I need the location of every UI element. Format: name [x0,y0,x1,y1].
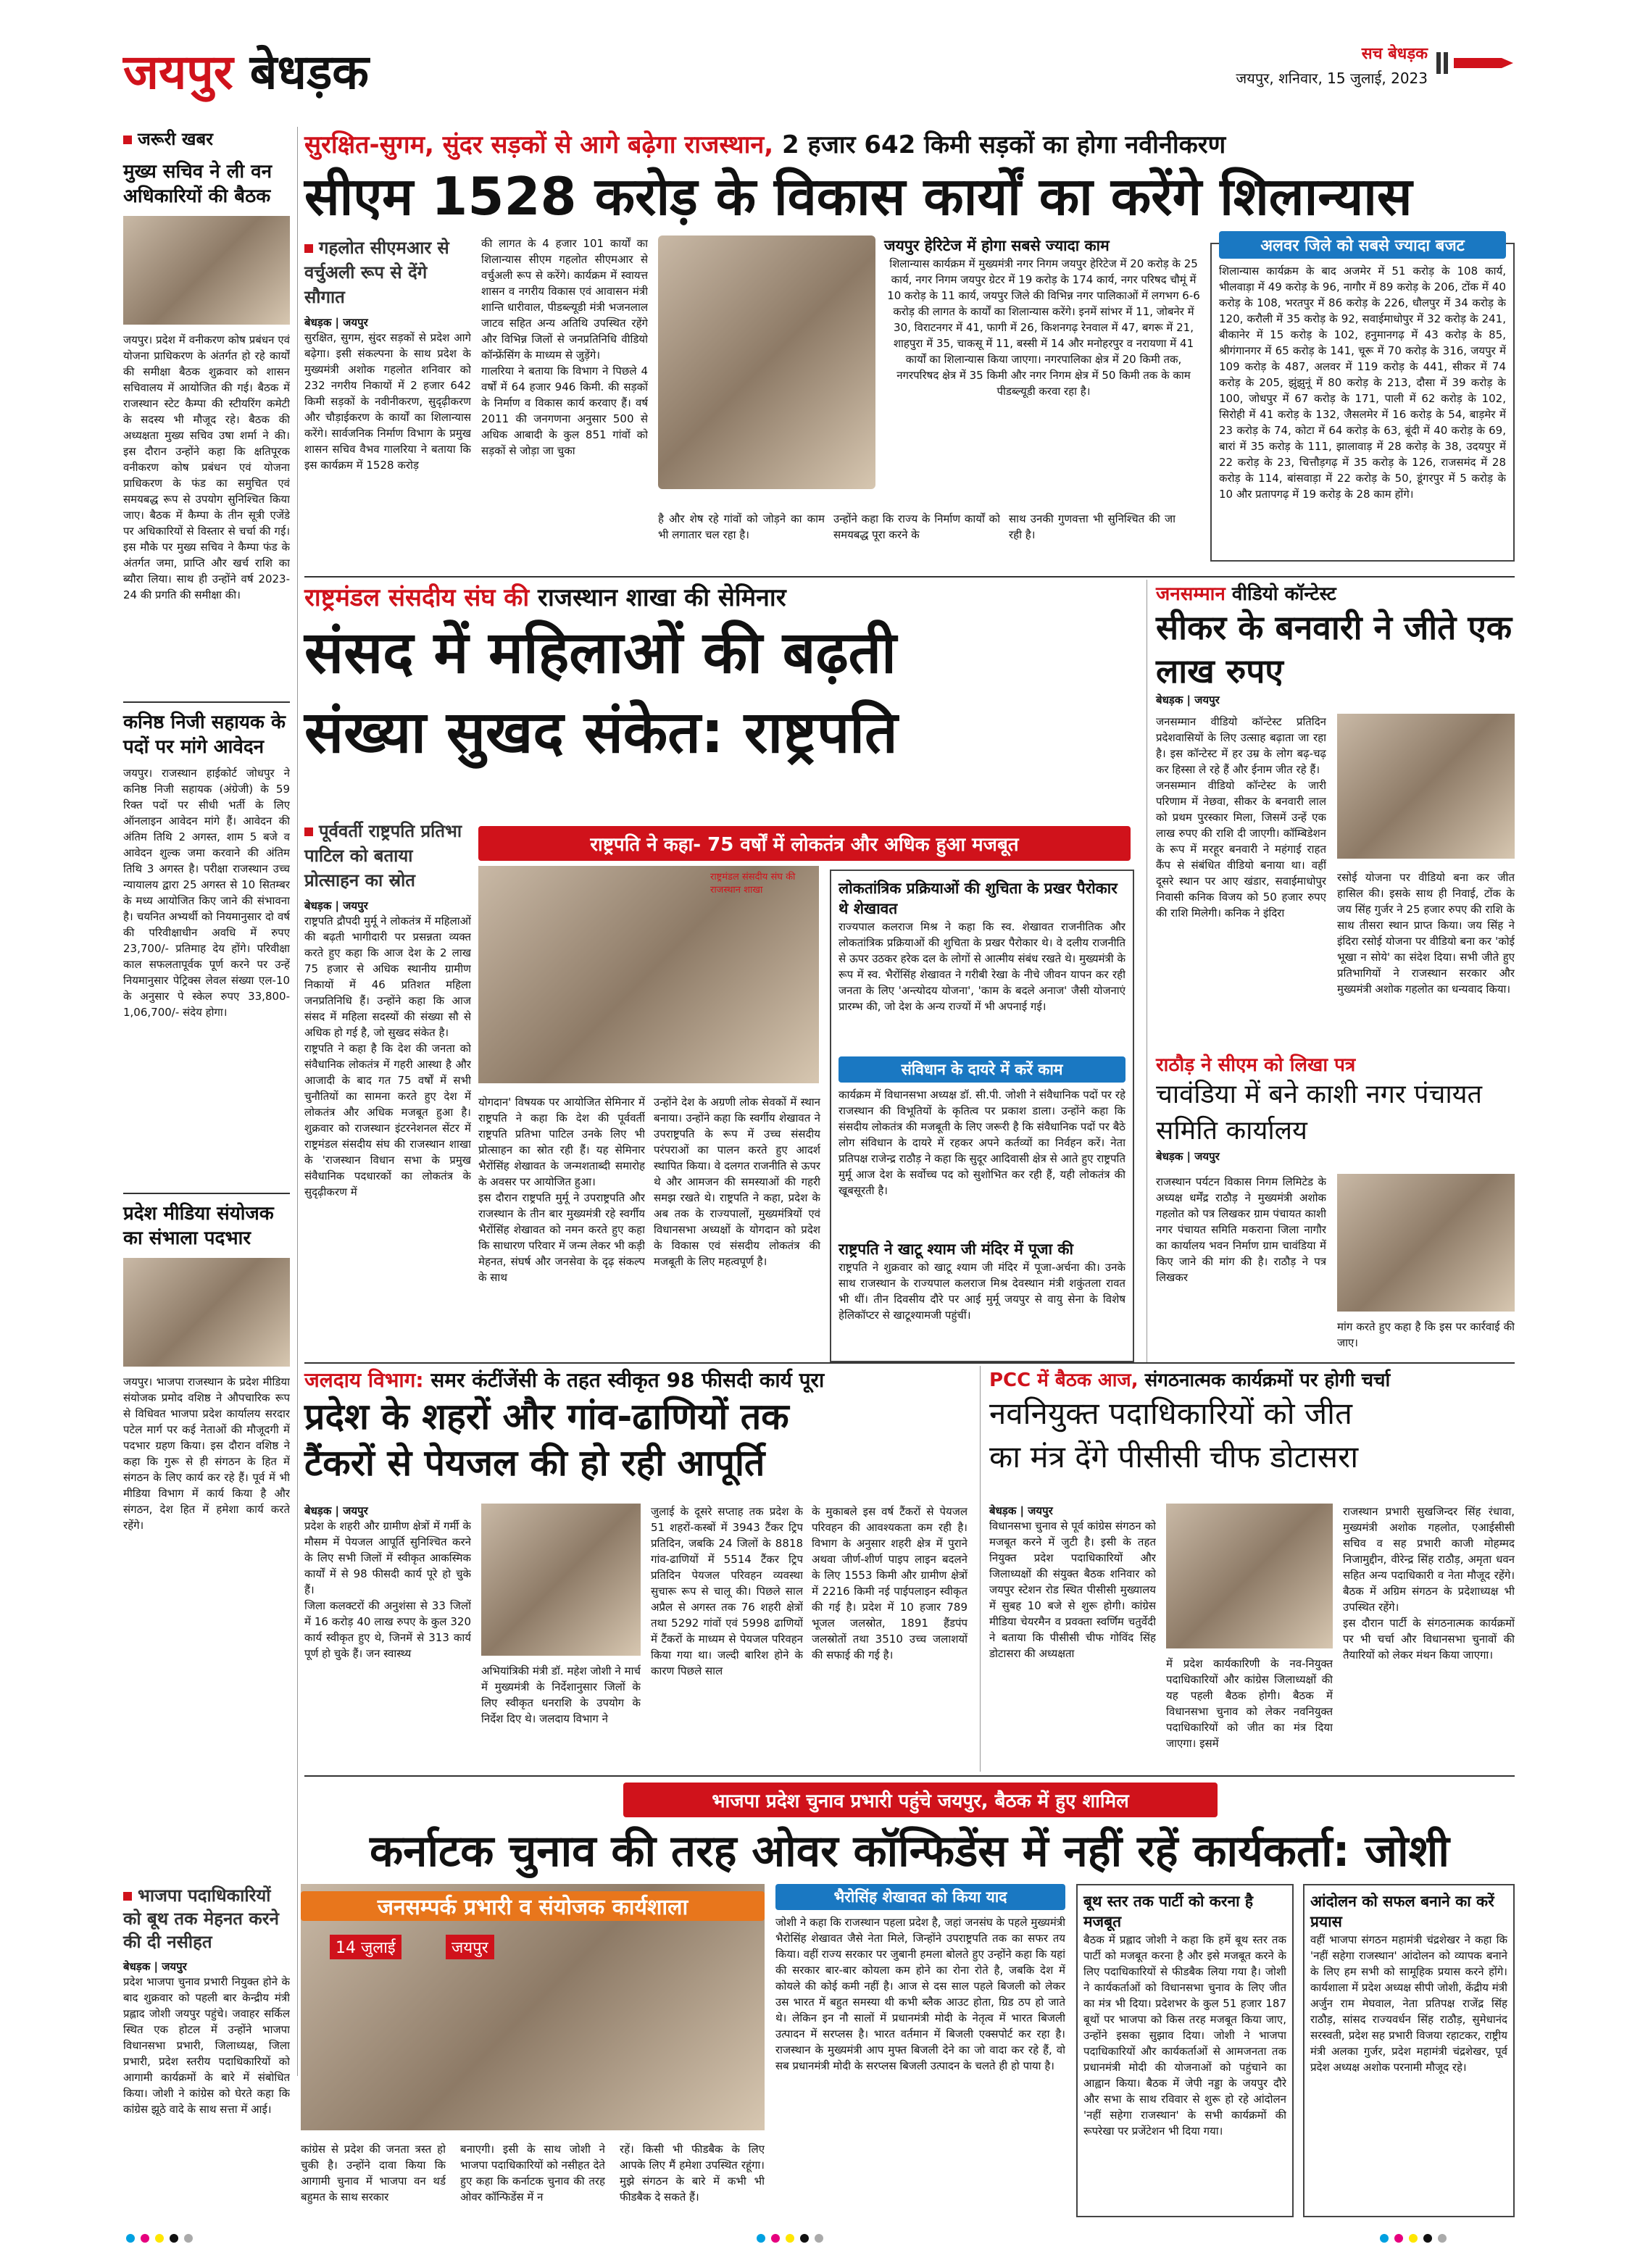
video-headline: सीकर के बनवारी ने जीते एक लाख रुपए [1156,608,1512,691]
logo-part2: बेधड़क [249,43,369,100]
water-headline: टैंकरों से पेयजल की हो रही आपूर्ति [304,1442,765,1484]
logo-part1: जयपुर [123,43,233,100]
byline: बेधड़क | जयपुर [304,1504,368,1517]
bjp-headline: कर्नाटक चुनाव की तरह ओवर कॉन्फिडेंस में नहीं रहें कार्यकर्ता: जोशी [370,1826,1449,1877]
bjp-box3: आंदोलन को सफल बनाने का करें प्रयास वहीं भाजपा संगठन महामंत्री चंद्रशेखर ने कहा कि 'नहीं सहेगा राजस्थान' आंदोलन को व्यापक बनाने के लिए हम सभी को सामूहिक प्रयास करने होंगे। कार्यशाला में प्रदेश अध्यक्ष सीपी जोशी, केंद्रीय मंत्री अर्जुन राम मेघवाल, नेता प्रतिपक्ष राजेंद्र सिंह राठौड़, सांसद राज्यवर्धन सिंह राठौड़, सुमेधानंद सरस्वती, प्रदेश सह प्रभारी विजया रहाटकर, राष्ट्रीय मंत्री अलका गुर्जर, प्रदेश महामंत्री चंद्रशेखर, पूर्व प्रदेश अध्यक्ष अशोक परनामी मौजूद रहे। [1303,1884,1515,2217]
lead-side-box [1210,237,1515,562]
bjp-caption: रहें। किसी भी फीडबैक के लिए आपके लिए मैं हमेशा उपस्थित रहूंगा। मुझे संगठन के बारे में कभी भी फीडबैक दे सकते हैं। [620,2143,765,2204]
bjp-box2: बूथ स्तर तक पार्टी को करना है मजबूत बैठक में प्रह्लाद जोशी ने कहा कि हमें बूथ स्तर तक पार्टी को मजबूत करना है और इसे मजबूत करने के लिए पदाधिकारियों से फीडबैक लिया गया है। जोशी ने कार्यकर्ताओं को विधानसभा चुनाव के लिए जीत का मंत्र भी दिया। प्रदेशभर के कुल 51 हजार 187 बूथों पर भाजपा को किस तरह मजबूत किया जाए, उन्होंने इसका सुझाव दिया। जोशी ने भाजपा पदाधिकारियों और कार्यकर्ताओं से आमजनता तक प्रधानमंत्री मोदी की योजनाओं को पहुंचाने का आह्वान किया। बैठक में जेपी नड्डा के जयपुर दौरे और सभा के साथ रविवार से शुरू हो रहे आंदोलन 'नहीं सहेगा राजस्थान' के सभी कार्यक्रमों की रूपरेखा पर प्रजेंटेशन भी दिया गया। [1076,1884,1294,2217]
president-col3: उन्होंने देश के अग्रणी लोक सेवकों में स्थान बनाया। उन्होंने कहा कि स्वर्गीय शेखावत ने उपराष्ट्रपति के रूप में उच्च संसदीय परंपराओं का पालन करते हुए आदर्श स्थापित किया। वे दलगत राजनीति से ऊपर थे और आमजन की समस्याओं की गहरी समझ रखते थे। राष्ट्रपति ने कहा, प्रदेश के अब तक के राज्यपालों, मुख्यमंत्रियों एवं विधानसभा अध्यक्षों के योगदान को प्रदेश के विकास एवं संसदीय लोकतंत्र की मजबूती के लिए महत्वपूर्ण है। [654,1096,820,1268]
pcc-headline: का मंत्र देंगे पीसीसी चीफ डोटासरा [989,1439,1359,1475]
video-kicker: जनसम्मान वीडियो कॉन्टेस्ट [1156,583,1336,605]
water-caption: अभियांत्रिकी मंत्री डॉ. महेश जोशी ने मार्च में मुख्यमंत्री के निर्देशानुसार जिलों के लिए स्वीकृत धनराशि के उपयोग के निर्देश दिए थे। जलदाय विभाग ने [481,1664,641,1725]
bjp-banner: भाजपा प्रदेश चुनाव प्रभारी पहुंचे जयपुर, बैठक में हुए शामिल [623,1783,1218,1817]
registration-dots [1377,2232,1449,2246]
water-col3: के मुकाबले इस वर्ष टैंकरों से पेयजल परिवहन की आवश्यकता कम रही है। विभाग के अनुसार शहरी क्षेत्र में पुराने अथवा जीर्ण-शीर्ण पाइप लाइन बदलने के लिए 1553 किमी और ग्रामीण क्षेत्रों में 2216 किमी नई पाईपलाइन स्वीकृत की गई है। प्रदेश में 10 हजार 789 भूजल जलस्रोत, 1891 हैंडपंप जलस्रोतों तथा 3510 उच्च जलाशयों की सफाई की गई है। [812,1505,968,1662]
story-body: जयपुर। भाजपा राजस्थान के प्रदेश मीडिया संयोजक प्रमोद वशिष्ठ ने औपचारिक रूप से विधिवत भाजपा प्रदेश कार्यालय सरदार पटेल मार्ग पर कई नेताओं की मौजूदगी में पदभार ग्रहण किया। इस दौरान वशिष्ठ ने कहा कि गुरू से ही संगठन के हित में संगठन के लिए कार्य कर रहे हैं। पूर्व में भी मीडिया विभाग में कार्य किया है और संगठन, देश हित में हमेशा कार्य करते रहेंगे। [123,1375,290,1532]
dateline: जयपुर, शनिवार, 15 जुलाई, 2023 [1236,70,1428,87]
lead-col1: सुरक्षित, सुगम, सुंदर सड़कों से प्रदेश आगे बढ़ेगा। इसी संकल्पना के साथ प्रदेश के मुख्यमंत्री अशोक गहलोत शनिवार को 232 नगरीय निकायों में 2 हजार 642 किमी सड़कों के नवीनीकरण, सुदृढ़ीकरण और चौड़ाईकरण के कार्यों का शिलान्यास करेंगे। सार्वजनिक निर्माण विभाग के प्रमुख शासन सचिव वैभव गालरिया ने बताया कि इस कार्यक्रम में 1528 करोड़ [304,331,471,472]
president-subhead: पूर्ववर्ती राष्ट्रपति प्रतिभा पाटिल को बताया प्रोत्साहन का स्रोत [304,821,462,891]
water-col1: प्रदेश के शहरी और ग्रामीण क्षेत्रों में गर्मी के मौसम में पेयजल आपूर्ति सुनिश्चित करने के लिए सभी जिलों में स्वीकृत आकस्मिक कार्यों में से 98 फीसदी कार्य पूरे हो चुके हैं। जिला कलक्टरों की अनुशंसा से 33 जिलों में 16 करोड़ 40 लाख रुपए के कुल 320 कार्य स्वीकृत हुए थे, जिनमें से 313 कार्य पूर्ण हो चुके हैं। जन स्वास्थ्य [304,1519,471,1660]
lead-side-body: शिलान्यास कार्यक्रम के बाद अजमेर में 51 करोड़ के 108 कार्य, भीलवाड़ा में 49 करोड़ के 96, नागौर में 89 करोड़ के 206, टोंक में 40 करोड़ के 108, भरतपुर में 86 करोड़ के 226, धौलपुर में 34 करोड़ के 120, करौली में 35 करोड़ के 92, सवाईमाधोपुर में 32 करोड़ के 241, बीकानेर में 15 करोड़ के 102, हनुमानगढ़ में 43 करोड़ के 85, श्रीगंगानगर में 65 करोड़ के 141, चूरू में 70 करोड़ के 316, जयपुर में 109 करोड़ के 487, अलवर में 119 करोड़ के 441, सीकर में 74 करोड़ के 205, झुंझुनूं में 80 करोड़ के 213, दौसा में 39 करोड़ के 100, जोधपुर में 67 करोड़ के 171, पाली में 62 करोड़ के 102, सिरोही में 41 करोड़ के 132, जैसलमेर में 16 करोड़ के 54, बाड़मेर में 23 करोड़ के 74, कोटा में 64 करोड़ के 63, बूंदी में 40 करोड़ के 69, बारां में 35 करोड़ के 111, झालावाड़ में 28 करोड़ के 38, उदयपुर में 22 करोड़ के 23, चित्तौड़गढ़ में 35 करोड़ के 126, राजसमंद में 28 करोड़ के 114, बांसवाड़ा में 22 करोड़ के 50, डूंगरपुर में 5 करोड़ के 10 और प्रतापगढ़ में 19 करोड़ के 28 काम होंगे। [1219,264,1506,501]
pcc-story [989,1366,1515,1772]
rathore-body: मांग करते हुए कहा है कि इस पर कार्रवाई की जाए। [1337,1320,1515,1349]
video-photo [1337,714,1515,859]
president-col1: राष्ट्रपति द्रौपदी मुर्मू ने लोकतंत्र में महिलाओं की बढ़ती भागीदारी पर प्रसन्नता व्यक्त करते हुए कहा कि आज देश के 2 लाख 75 हजार से अधिक स्थानीय ग्रामीण निकायों में 46 प्रतिशत महिला जनप्रतिनिधि हैं। उन्होंने कहा कि आज संसद में महिला सदस्यों की संख्या सौ से अधिक हो गई है, जो सुखद संकेत है। राष्ट्रपति ने कहा है कि देश की जनता को संवैधानिक लोकतंत्र में गहरी आस्था है और आजादी के बाद गत 75 वर्षों में सभी चुनौतियों का सामना करते हुए देश में लोकतंत्र और अधिक मजबूत हुआ है। शुक्रवार को राजस्थान इंटरनेशनल सेंटर में राष्ट्रमंडल संसदीय संघ की राजस्थान शाखा के 'राजस्थान विधान सभा के प्रमुख संवैधानिक पदधारकों का लोकतंत्र के सुदृढ़ीकरण में [304,914,471,1198]
president-photo [478,866,819,1083]
byline: बेधड़क | जयपुर [304,316,368,329]
video-body: रसोई योजना पर वीडियो बना कर जीत हासिल की। इसके साथ ही निवाई, टोंक के जय सिंह गुर्जर ने 25 हजार रुपए की राशि के साथ तीसरा स्थान प्राप्त किया। जय सिंह ने इंदिरा रसोई योजना पर वीडियो बना कर 'कोई भूखा न सोये' का संदेश दिया। सभी जीते हुए प्रतिभागियों ने राजस्थान सरकार और मुख्यमंत्री अशोक गहलोत का धन्यवाद किया। [1337,871,1515,996]
rathore-body: राजस्थान पर्यटन विकास निगम लिमिटेड के अध्यक्ष धर्मेंद्र राठौड़ ने मुख्यमंत्री अशोक गहलोत को पत्र लिखकर ग्राम पंचायत काशी नगर पंचायत समिति मकराना जिला नागौर का कार्यालय भवन निर्माण ग्राम चावंडिया में किए जाने की मांग की है। राठौड़ ने पत्र लिखकर [1156,1175,1326,1284]
pcc-col1: विधानसभा चुनाव से पूर्व कांग्रेस संगठन को मजबूत करने में जुटी है। इसी के तहत नियुक्त प्रदेश पदाधिकारियों और जिलाध्यक्षों की संयुक्त बैठक शनिवार को जयपुर स्टेशन रोड स्थित पीसीसी मुख्यालय में सुबह 10 बजे से शुरू होगी। कांग्रेस मीडिया चेयरमैन व प्रवक्ता स्वर्णिम चतुर्वेदी ने बताया कि पीसीसी चीफ गोविंद सिंह डोटासरा की अध्यक्षता [989,1519,1156,1660]
president-banner: राष्ट्रपति ने कहा- 75 वर्षों में लोकतंत्र और अधिक हुआ मजबूत [478,826,1131,861]
rathore-story [1156,1051,1515,1362]
pcc-photo [1166,1504,1333,1648]
photo-signage: राष्ट्रमंडल संसदीय संघ की राजस्थान शाखा [710,872,796,896]
registration-dots [123,2232,196,2246]
lead-bottom-text: साथ उनकी गुणवत्ता भी सुनिश्चित की जा रही है। [1009,512,1175,541]
president-kicker: राष्ट्रमंडल संसदीय संघ की राजस्थान शाखा की सेमिनार [304,583,786,612]
registration-dots [754,2232,826,2246]
video-story [1156,580,1515,1043]
photo-city: जयपुर [446,1935,494,1959]
bjp-box1: भैरोसिंह शेखावत को किया याद जोशी ने कहा कि राजस्थान पहला प्रदेश है, जहां जनसंघ के पहले मुख्यमंत्री भैरोसिंह शेखावत जैसे नेता मिले, जिन्होंने उपराष्ट्रपति तक का सफर तय किया। वहीं राज्य सरकार पर जुबानी हमला बोलते हुए उन्होंने कहा कि यहां की सरकार बार-बार कोयला कम होने का रोना रोते है, जबकि देश में कोयले की कोई कमी नहीं है। आज से दस साल पहले बिजली को लेकर उस भारत में बहुत समस्या थी कभी ब्लैक आउट होता, ग्रिड ठप हो जाते थे। लेकिन इन नौ सालों में प्रधानमंत्री मोदी के नेतृत्व में भारत बिजली उत्पादन में सरप्लस है। भारत वर्तमान में बिजली एक्सपोर्ट कर रहा है। राजस्थान के मुख्यमंत्री आप मुफ्त बिजली देने का जो वादा कर रहे हैं, वो सब प्रधानमंत्री मोदी के सरप्लस बिजली उत्पादन के चलते ही हो पाया है। [775,1884,1065,2217]
byline: बेधड़क | जयपुर [1156,1150,1220,1163]
lead-side-title: अलवर जिले को सबसे ज्यादा बजट [1219,231,1506,259]
byline: बेधड़क | जयपुर [1156,693,1220,706]
bjp-subhead: भाजपा पदाधिकारियों को बूथ तक मेहनत करने की दी नसीहत [123,1885,279,1952]
story-photo [123,216,290,325]
story-title: प्रदेश मीडिया संयोजक का संभाला पदभार [123,1203,274,1249]
rathore-photo [1337,1174,1515,1312]
president-col2: योगदान' विषयक पर आयोजित सेमिनार में राष्ट्रपति ने कहा कि देश की पूर्ववर्ती राष्ट्रपति प्रतिभा पाटिल उनके लिए भी प्रोत्साहन का स्रोत रही हैं। यह सेमिनार भैरोंसिंह शेखावत के जन्मशताब्दी समारोह के अवसर पर आयोजित हुआ। इस दौरान राष्ट्रपति मुर्मू ने उपराष्ट्रपति और राजस्थान के तीन बार मुख्यमंत्री रहे स्वर्गीय भैरोंसिंह शेखावत को नमन करते हुए कहा कि साधारण परिवार में जन्म लेकर भी कड़ी मेहनत, संघर्ष और जनसेवा के दृढ़ संकल्प के साथ [478,1096,645,1284]
bjp-caption: कांग्रेस से प्रदेश की जनता त्रस्त हो चुकी है। उन्होंने दावा किया कि आगामी चुनाव में भाजपा वन थर्ड बहुमत के साथ सरकार [301,2143,446,2204]
photo-date: 14 जुलाई [330,1935,401,1959]
president-story [304,580,1138,1362]
rathore-kicker: राठौड़ ने सीएम को लिखा पत्र [1156,1054,1356,1076]
lead-box-body: शिलान्यास कार्यक्रम में मुख्यमंत्री नगर निगम जयपुर हेरिटेज में 20 करोड़ के 25 कार्य, नगर निगम जयपुर ग्रेटर में 19 करोड़ के 174 कार्य, नगर परिषद चौमूं में 10 करोड़ के 11 कार्य, जयपुर जिले की विभिन्न नगर पालिकाओं में लगभग 6-6 करोड़ की लागत के कार्यों का शिलान्यास करेंगे। इनमें सांभर में 11, जोबनेर में 30, विराटनगर में 41, फागी में 26, किशनगढ़ रेनवाल में 47, बगरू में 21, शाहपुरा में 35, चाकसू में 11, बस्सी में 14 और मनोहरपुर व नरायणा में 41 कार्यों का शिलान्यास किया जाएगा। नगरपालिका क्षेत्र में 20 किमी तक, नगरपरिषद क्षेत्र में 35 किमी और नगर निगम क्षेत्र में 50 किमी तक के काम पीडब्ल्यूडी करवा रहा है। [887,257,1200,398]
bjp-photo [301,1884,765,2130]
water-photo [481,1504,641,1656]
lead-headline: सीएम 1528 करोड़ के विकास कार्यों का करेंगे शिलान्यास [304,166,1412,227]
rathore-headline: चावंडिया में बने काशी नगर पंचायत समिति कार्यालय [1156,1080,1483,1146]
lead-box-title: जयपुर हेरिटेज में होगा सबसे ज्यादा काम [884,237,1110,254]
lead-col2: की लागत के 4 हजार 101 कार्यों का शिलान्यास सीएम गहलोत सीएमआर से वर्चुअली रूप से करेंगे। कार्यक्रम में स्वायत्त शासन व नगरीय विकास एवं आवासन मंत्री शान्ति धारीवाल, पीडब्ल्यूडी मंत्री भजनलाल जाटव सहित अन्य अतिथि उपस्थित रहेंगे और विभिन्न जिलों से जनप्रतिनिधि वीडियो कॉन्फ्रेंसिंग के माध्यम से जुड़ेंगे। गालरिया ने बताया कि विभाग ने पिछले 4 वर्षों में 64 हजार 946 किमी. की सड़कों के निर्माण व विकास कार्य करवाए हैं। वर्ष 2011 की जनगणना अनुसार 500 से अधिक आबादी के कुल 851 गांवों को सड़कों से जोड़ा जा चुका [481,237,648,457]
left-column-header: जरूरी खबर [123,127,290,151]
bjp-caption: बनाएगी। इसी के साथ जोशी ने भाजपा पदाधिकारियों को नसीहत देते हुए कहा कि कर्नाटक चुनाव की तरह ओवर कॉन्फिडेंस में न [460,2143,605,2204]
pcc-col3: राजस्थान प्रभारी सुखजिन्दर सिंह रंधावा, मुख्यमंत्री अशोक गहलोत, एआईसीसी सचिव व सह प्रभारी काजी मोहम्मद निजामुद्दीन, वीरेन्द्र सिंह राठौड़, अमृता धवन सहित अन्य पदाधिकारी व नेता मौजूद रहेंगे। बैठक में अग्रिम संगठन के प्रदेशाध्यक्ष भी उपस्थित रहेंगे। इस दौरान पार्टी के संगठनात्मक कार्यक्रमों पर भी चर्चा और विधानसभा चुनावों की तैयारियों को लेकर मंथन किया जाएगा। [1343,1505,1515,1662]
pcc-kicker: PCC में बैठक आज, संगठनात्मक कार्यक्रमों पर होगी चर्चा [989,1369,1391,1391]
masthead-tagline: सच बेधड़क [1361,45,1428,63]
president-headline: संख्या सुखद संकेत: राष्ट्रपति [304,699,898,766]
pen-icon [1435,45,1515,81]
story-title: मुख्य सचिव ने ली वन अधिकारियों की बैठक [123,161,272,207]
lead-bottom-text: है और शेष रहे गांवों को जोड़ने का काम भी लगातार चल रहा है। [658,512,825,541]
masthead [123,38,1515,103]
lead-bottom-text: उन्होंने कहा कि राज्य के निर्माण कार्यों को समयबद्ध पूरा करने के [833,512,1000,541]
lead-subhead: गहलोत सीएमआर से वर्चुअली रूप से देंगे सौगात [304,238,449,307]
story-photo [123,1258,290,1367]
water-kicker: जलदाय विभाग: समर कंटींजेंसी के तहत स्वीकृत 98 फीसदी कार्य पूरा [304,1368,825,1392]
video-body: जनसम्मान वीडियो कॉन्टेस्ट प्रतिदिन प्रदेशवासियों के लिए उत्साह बढ़ाता जा रहा है। इस कॉन्टेस्ट में हर उम्र के लोग बढ़-चढ़ कर हिस्सा ले रहे हैं और ईनाम जीत रहे हैं। जनसम्मान वीडियो कॉन्टेस्ट के जारी परिणाम में नेछवा, सीकर के बनवारी लाल को प्रथम पुरस्कार मिला, जिसमें उन्हें एक लाख रुपए की राशि दी जाएगी। कॉम्बिडेशन के रूप में मरहूर बनवारी ने महंगाई राहत कैंप से संबंधित वीडियो बनाया था। वहीं दूसरे स्थान पर आए खंडार, सवाईमाधोपुर निवासी कनिक विजय को 50 हजार रुपए की राशि मिलेगी। कनिक ने इंदिरा [1156,715,1326,920]
bjp-col1: प्रदेश भाजपा चुनाव प्रभारी नियुक्त होने के बाद शुक्रवार को पहली बार केन्द्रीय मंत्री प्रह्लाद जोशी जयपुर पहुंचे। जवाहर सर्किल स्थित एक होटल में उन्होंने भाजपा विधानसभा प्रभारी, जिलाध्यक्ष, जिला प्रभारी, प्रदेश स्तरीय पदाधिकारियों को आगामी कार्यक्रमों के बारे में संबोधित किया। जोशी ने कांग्रेस को घेरते कहा कि कांग्रेस झूठे वादे के साथ सत्ता में आई। [123,1975,290,2116]
left-column [123,127,290,2076]
pcc-col2: में प्रदेश कार्यकारिणी के नव-नियुक्त पदाधिकारियों और कांग्रेस जिलाध्यक्षों की यह पहली बैठक होगी। बैठक में विधानसभा चुनाव को लेकर नवनियुक्त पदाधिकारियों को जीत का मंत्र दिया जाएगा। इसमें [1166,1657,1333,1750]
bjp-story [123,1884,1515,2217]
story-body: जयपुर। राजस्थान हाईकोर्ट जोधपुर ने कनिष्ठ निजी सहायक (अंग्रेजी) के 59 रिक्त पदों पर सीधी भर्ती के लिए ऑनलाइन आवेदन मांगे हैं। आवेदन की अंतिम तिथि 2 अगस्त, शाम 5 बजे व आवेदन शुल्क जमा करवाने की अंतिम तिथि 3 अगस्त है। परीक्षा राजस्थान उच्च न्यायालय द्वारा 25 अगस्त से 10 सितम्बर के मध्य आयोजित किए जाने की संभावना है। चयनित अभ्यर्थी को नियमानुसार दो वर्ष की परिवीक्षाधीन अवधि में रुपए 23,700/- प्रतिमाह देय होंगे। परिवीक्षा काल सफलतापूर्वक पूर्ण करने पर उन्हें नियमानुसार पे‍ट्रिक्स लेवल संख्या एल-10 के अनुसार पे स्केल रुपए 33,800-1,06,700/- संदेय होगा। [123,767,290,1019]
water-headline: प्रदेश के शहरों और गांव-ढाणियों तक [304,1396,789,1438]
lead-kicker: सुरक्षित-सुगम, सुंदर सड़कों से आगे बढ़ेगा राजस्थान, 2 हजार 642 किमी सड़कों का होगा नवीनीकरण [304,130,1226,159]
water-col2: जुलाई के दूसरे सप्ताह तक प्रदेश के 51 शहरों-कस्बों में 3943 टैंकर ट्रिप प्रतिदिन, जबकि 24 जिलों के 8818 गांव-ढाणियों में 5514 टैंकर ट्रिप प्रतिदिन पेयजल परिवहन व्यवस्था सुचारू रूप से चालू की। पिछले साल अप्रैल से अगस्त तक 76 शहरी क्षेत्रों तथा 5292 गांवों एवं 5998 ढाणियों में टैंकरों के माध्यम से पेयजल परिवहन किया गया था। जल्दी बारिश होने के कारण पिछले साल [651,1505,803,1677]
masthead-logo [123,38,369,103]
photo-banner: जनसम्पर्क प्रभारी व संयोजक कार्यशाला [301,1891,765,1921]
story-body: जयपुर। प्रदेश में वनीकरण कोष प्रबंधन एवं योजना प्राधिकरण के अंतर्गत हो रहे कार्यों की समीक्षा बैठक शुक्रवार को शासन सचिवालय में आयोजित की गई। बैठक में राजस्थान स्टेट कैम्पा की स्टीयरिंग कमेटी के सदस्य भी मौजूद रहे। बैठक की अध्यक्षता मुख्य सचिव उषा शर्मा ने की। इस दौरान उन्होंने कहा कि क्षतिपूरक वनीकरण कोष प्रबंधन एवं योजना प्राधिकरण के फंड का समुचित एवं समयबद्ध रूप से उपयोग सुनिश्चित किया जाए। बैठक में कैम्पा के तीन सूत्री एजेंडे पर अधिकारियों से विस्तार से चर्चा की गई। इस मौके पर मुख्य सचिव ने कैम्पा फंड के अंतर्गत जमा, प्राप्ति और खर्च राशि का ब्यौरा लिया। साथ ही उन्होंने वर्ष 2023-24 की प्रगति की समीक्षा की। [123,333,290,601]
president-headline: संसद में महिलाओं की बढ़ती [304,619,896,686]
pcc-headline: नवनियुक्त पदाधिकारियों को जीत [989,1396,1353,1431]
lead-story [304,127,1515,576]
byline: बेधड़क | जयपुर [989,1504,1053,1517]
cm-photo [658,235,875,489]
water-story [304,1366,971,1772]
byline: बेधड़क | जयपुर [304,899,368,912]
president-box: लोकतांत्रिक प्रक्रियाओं की शुचिता के प्रखर पैरोकार थे शेखावत राज्यपाल कलराज मिश्र ने कहा कि स्व. शेखावत राजनीतिक और लोकतांत्रिक प्रक्रियाओं की शुचिता के प्रखर पैरोकार थे। वे दलीय राजनीति से ऊपर उठकर हरेक दल के लोगों से आत्मीय संबंध रखते थे। मुख्यमंत्री के रूप में स्व. भैरोंसिंह शेखावत ने गरीबी रेखा के नीचे जीवन यापन कर रही जनता के लिए 'अन्त्योदय योजना', 'काम के बदले अनाज' जैसी योजनाएं प्रारम्भ की, जो देश के अन्य राज्यों में भी अपनाई गई। संविधान के दायरे में करें काम कार्यक्रम में विधानसभा अध्यक्ष डॉ. सी.पी. जोशी ने संवैधानिक पदों पर रहे राजस्थान की विभूतियों के कृतित्व पर प्रकाश डाला। उन्होंने कहा कि संसदीय लोकतंत्र की मजबूती के लिए जरूरी है कि संवैधानिक पदों पर बैठे लोग संविधान के दायरे में रहकर अपने कर्तव्यों का निर्वहन करें। नेता प्रतिपक्ष राजेन्द्र राठौड़ ने कहा कि सुदूर आदिवासी क्षेत्र से आते हुए राष्ट्रपति मुर्मू आज देश के सर्वोच्च पद को सुशोभित कर रही हैं, यही लोकतंत्र की खूबसूरती है। राष्ट्रपति ने खाटू श्याम जी मंदिर में पूजा की राष्ट्रपति ने शुक्रवार को खाटू श्याम जी मंदिर में पूजा-अर्चना की। उनके साथ राजस्थान के राज्यपाल कलराज मिश्र देवस्थान मंत्री शकुंतला रावत भी थीं। तीन दिवसीय दौरे पर आई मुर्मू जयपुर से वायु सेना के विशेष हेलिकॉप्टर से खाटूश्यामजी पहुंचीं। [830,870,1134,1362]
byline: बेधड़क | जयपुर [123,1960,187,1973]
story-title: कनिष्ठ निजी सहायक के पदों पर मांगे आवेदन [123,712,286,758]
